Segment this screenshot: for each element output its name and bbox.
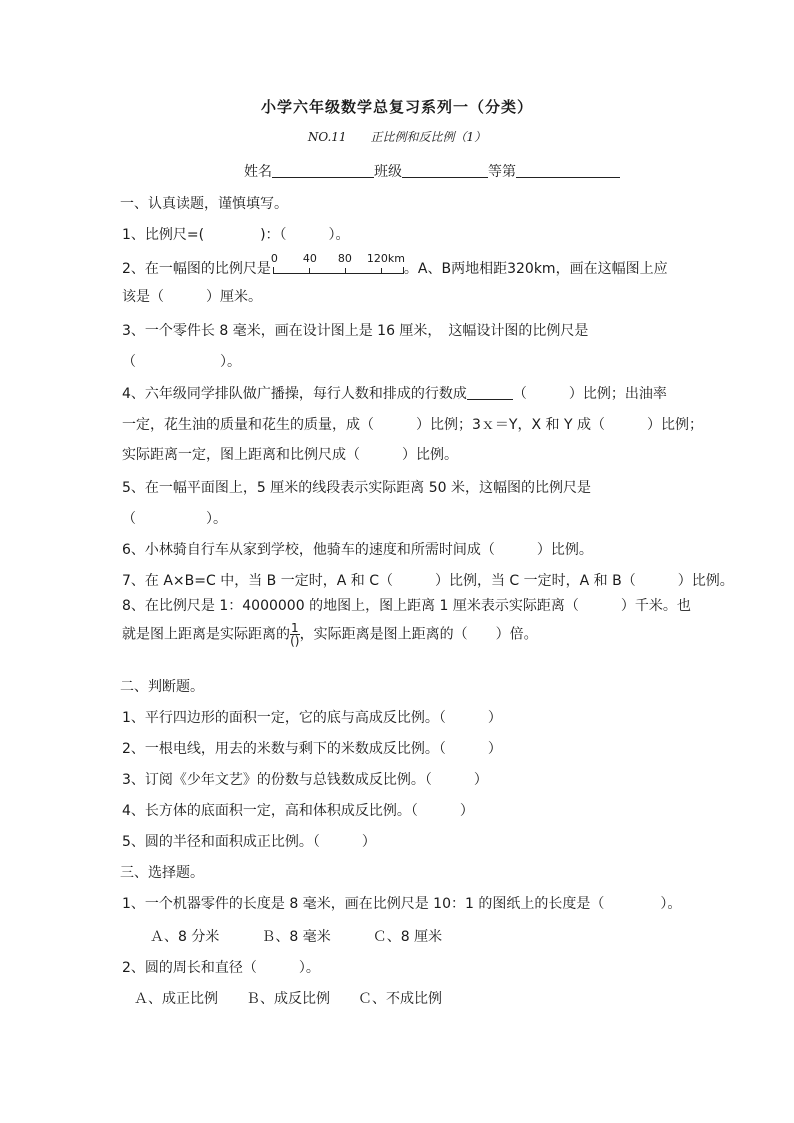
question-1-8-cont <box>122 622 538 647</box>
q2-text-after: 。A、B两地相距320km，画在这幅图上应 <box>403 261 668 277</box>
judge-item-4: 4、长方体的底面积一定，高和体积成反比例。（ ） <box>122 803 474 819</box>
judge-item-3: 3、订阅《少年文艺》的份数与总钱数成反比例。（ ） <box>122 772 488 788</box>
choice-question-2: 2、圆的周长和直径（ ）。 <box>122 960 320 976</box>
class-blank[interactable] <box>402 163 488 178</box>
scale-label: 80 <box>337 252 352 265</box>
answer-underline[interactable] <box>467 386 513 400</box>
section-2-heading: 二、判断题。 <box>120 679 204 695</box>
judge-item-1: 1、平行四边形的面积一定，它的底与高成反比例。（ ） <box>122 710 502 726</box>
question-1-2-cont: 该是（ ）厘米。 <box>122 289 262 305</box>
judge-item-5: 5、圆的半径和面积成正比例。（ ） <box>122 834 376 850</box>
question-1-3: 3、一个零件长 8 毫米，画在设计图上是 16 厘米， 这幅设计图的比例尺是 <box>122 323 589 339</box>
scale-label: 120km <box>366 252 406 265</box>
name-label: 姓名 <box>244 164 272 180</box>
fraction-numerator: 1 <box>291 621 299 635</box>
scale-tick <box>345 268 346 274</box>
question-1-4-cont2: 实际距离一定，图上距离和比例尺成（ ）比例。 <box>122 447 458 463</box>
scale-label: 0 <box>270 252 278 265</box>
question-1-5-cont: （ ）。 <box>122 511 227 527</box>
student-info-row <box>244 161 620 181</box>
scale-tick <box>381 268 382 274</box>
q2-text-before: 2、在一幅图的比例尺是 <box>122 261 271 277</box>
section-3-heading: 三、选择题。 <box>120 865 204 881</box>
question-1-3-cont: （ ）。 <box>122 354 241 370</box>
class-label: 班级 <box>374 164 402 180</box>
page-title: 小学六年级数学总复习系列一（分类） <box>260 98 533 116</box>
page-subtitle: NO.11 正比例和反比例（1） <box>307 130 487 144</box>
name-blank[interactable] <box>272 163 374 178</box>
question-1-4 <box>122 383 667 403</box>
scale-bar <box>270 252 406 277</box>
fraction-denominator: () <box>290 634 300 648</box>
question-1-2 <box>122 252 668 278</box>
judge-item-2: 2、一根电线，用去的米数与剩下的米数成反比例。（ ） <box>122 741 502 757</box>
grade-label: 等第 <box>488 164 516 180</box>
question-1-7: 7、在 A×B=C 中，当 B 一定时，A 和 C（ ）比例，当 C 一定时，A 和 B（ ）比例。 <box>122 573 734 589</box>
q4-text-before: 4、六年级同学排队做广播操，每行人数和排成的行数成 <box>122 386 467 402</box>
q4-text-after: （ ）比例；出油率 <box>512 386 667 402</box>
question-1-6: 6、小林骑自行车从家到学校，他骑车的速度和所需时间成（ ）比例。 <box>122 542 593 558</box>
scale-label: 40 <box>302 252 317 265</box>
question-1-1: 1、比例尺=( )：（ ）。 <box>122 227 350 243</box>
grade-blank[interactable] <box>516 163 620 178</box>
section-1-heading: 一、认真读题，谨慎填写。 <box>120 196 288 212</box>
choice-question-1: 1、一个机器零件的长度是 8 毫米，画在比例尺是 10：1 的图纸上的长度是（ ）。 <box>122 896 682 912</box>
choice-options-2: Ａ、成正比例 Ｂ、成反比例 Ｃ、不成比例 <box>134 991 442 1007</box>
fraction <box>290 622 300 647</box>
scale-bar-frame <box>273 267 404 274</box>
question-1-8: 8、在比例尺是 1：4000000 的地图上，图上距离 1 厘米表示实际距离（ ）千米。也 <box>122 598 691 614</box>
question-1-4-cont: 一定，花生油的质量和花生的质量，成（ ）比例；3ｘ＝Y，X 和 Y 成（ ）比例； <box>122 417 703 433</box>
q8-text-before: 就是图上距离是实际距离的 <box>122 626 290 643</box>
question-1-5: 5、在一幅平面图上，5 厘米的线段表示实际距离 50 米，这幅图的比例尺是 <box>122 480 591 496</box>
q8-text-after: ，实际距离是图上距离的（ ）倍。 <box>299 626 538 643</box>
scale-tick <box>309 268 310 274</box>
choice-options-1: Ａ、8 分米 Ｂ、8 毫米 Ｃ、8 厘米 <box>150 929 443 945</box>
